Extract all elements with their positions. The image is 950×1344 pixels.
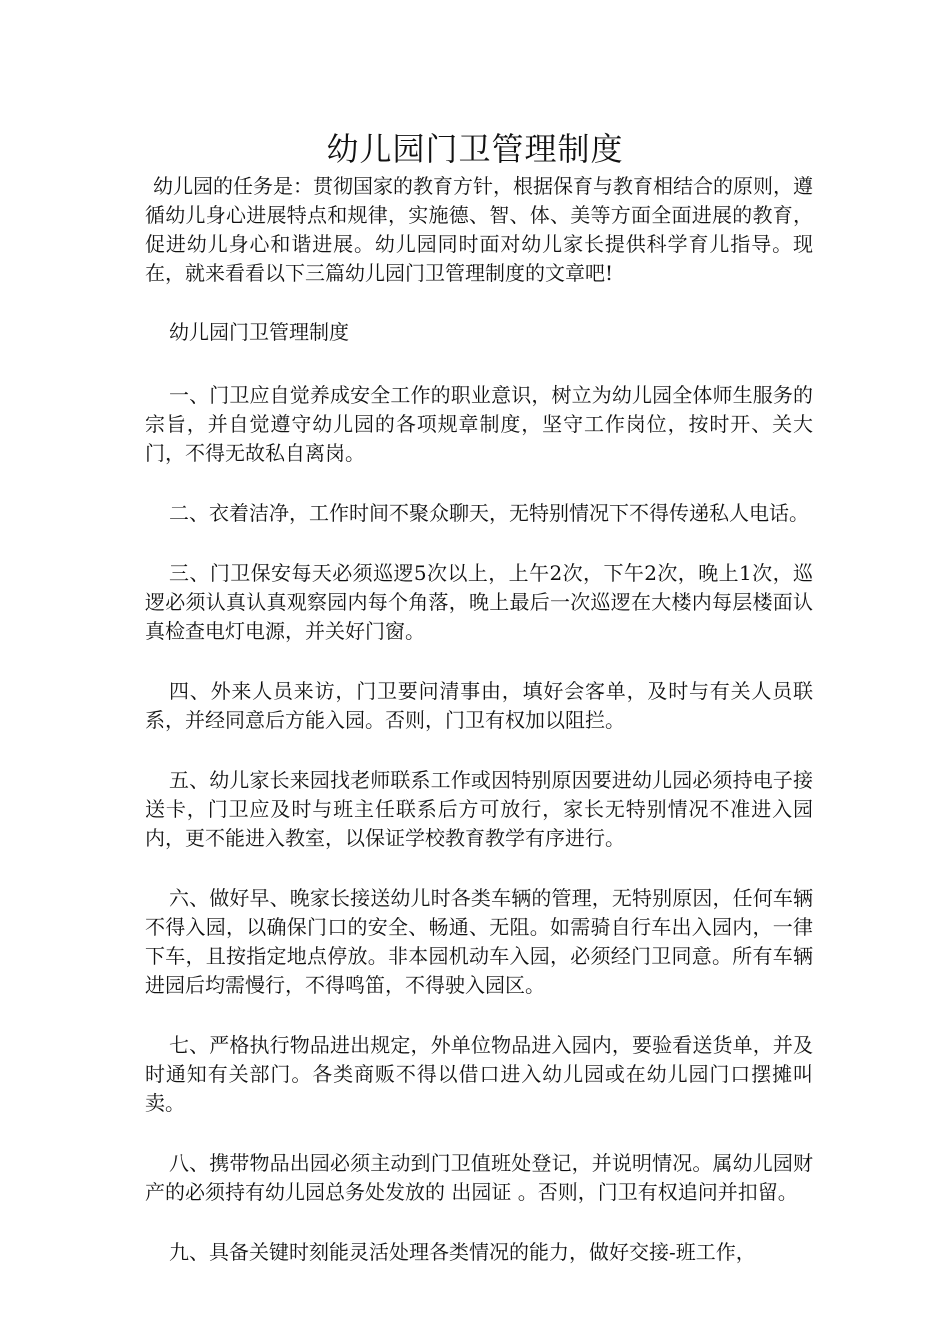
rule-item-4: 四、外来人员来访，门卫要问清事由，填好会客单，及时与有关人员联系，并经同意后方能入园。否则，门卫有权加以阻拦。 xyxy=(145,679,813,732)
rule-item-5: 五、幼儿家长来园找老师联系工作或因特别原因要进幼儿园必须持电子接送卡，门卫应及时与班主任联系后方可放行，家长无特别情况不准进入园内，更不能进入教室，以保证学校教育教学有序进行。 xyxy=(145,768,813,850)
rule-item-9: 九、具备关键时刻能灵活处理各类情况的能力，做好交接-班工作， xyxy=(169,1240,756,1264)
rule-item-7: 七、严格执行物品进出规定，外单位物品进入园内，要验看送货单，并及时通知有关部门。各类商贩不得以借口进入幼儿园或在幼儿园门口摆摊叫卖。 xyxy=(145,1033,813,1115)
rule-item-6: 六、做好早、晚家长接送幼儿时各类车辆的管理，无特别原因，任何车辆不得入园，以确保门口的安全、畅通、无阻。如需骑自行车出入园内，一律下车，且按指定地点停放。非本园机动车入园，必须经门卫同意。所有车辆进园后均需慢行，不得鸣笛，不得驶入园区。 xyxy=(145,886,813,997)
rule-item-1: 一、门卫应自觉养成安全工作的职业意识，树立为幼儿园全体师生服务的宗旨，并自觉遵守幼儿园的各项规章制度，坚守工作岗位，按时开、关大门，不得无故私自离岗。 xyxy=(145,383,813,465)
rule-item-8: 八、携带物品出园必须主动到门卫值班处登记，并说明情况。属幼儿园财产的必须持有幼儿园总务处发放的 出园证 。否则，门卫有权追问并扣留。 xyxy=(145,1151,813,1204)
rule-item-3: 三、门卫保安每天必须巡逻5次以上，上午2次，下午2次，晚上1次，巡逻必须认真认真观察园内每个角落，晚上最后一次巡逻在大楼内每层楼面认真检查电灯电源，并关好门窗。 xyxy=(145,561,813,643)
intro-paragraph: 幼儿园的任务是：贯彻国家的教育方针，根据保育与教育相结合的原则，遵循幼儿身心进展特点和规律，实施德、智、体、美等方面全面进展的教育，促进幼儿身心和谐进展。幼儿园同时面对幼儿家长提供科学育儿指导。现在，就来看看以下三篇幼儿园门卫管理制度的文章吧! xyxy=(145,174,813,285)
rule-item-2: 二、衣着洁净，工作时间不聚众聊天，无特别情况下不得传递私人电话。 xyxy=(169,501,809,525)
document-title: 幼儿园门卫管理制度 xyxy=(326,130,624,168)
document-body xyxy=(145,172,813,1298)
section-subtitle: 幼儿园门卫管理制度 xyxy=(169,320,349,344)
